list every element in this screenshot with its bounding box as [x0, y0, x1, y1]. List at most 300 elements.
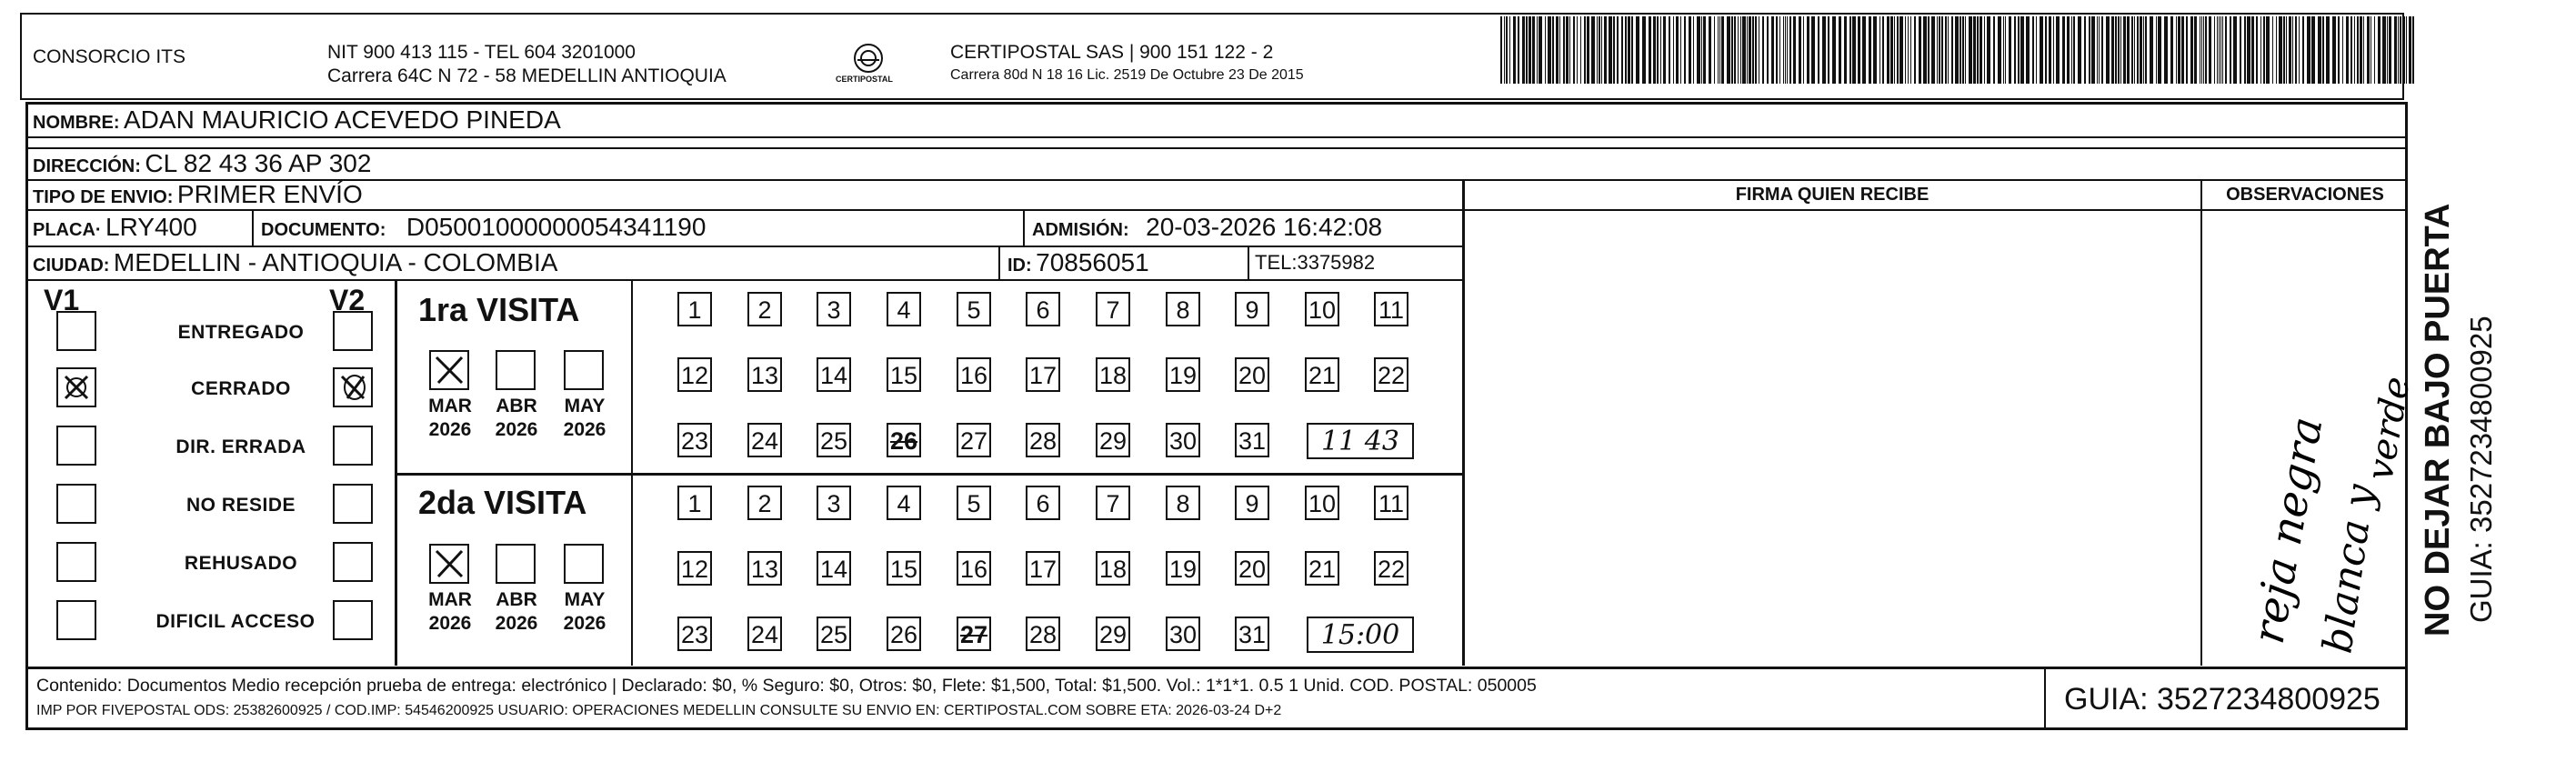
barcode-bar: [1657, 16, 1659, 84]
barcode-bar: [2217, 16, 2218, 84]
admision-field: [1032, 213, 1382, 242]
barcode-bar: [1740, 16, 1741, 84]
barcode-bar: [1965, 16, 1966, 84]
barcode-bar: [1987, 16, 1990, 84]
barcode-bar: [1673, 16, 1674, 84]
day-box[interactable]: 13: [747, 551, 782, 586]
reason-label: DIR. ERRADA: [175, 436, 306, 457]
v1-checkbox[interactable]: [56, 484, 96, 524]
year-label: 2026: [428, 419, 472, 440]
day-box[interactable]: 5: [957, 292, 991, 326]
day-box[interactable]: 6: [1026, 486, 1060, 520]
v1-checkbox[interactable]: [56, 367, 96, 407]
barcode-bar: [2123, 16, 2126, 84]
barcode-bar: [2382, 16, 2386, 84]
footer-guia: GUIA: 3527234800925: [2064, 682, 2381, 717]
month-checkbox[interactable]: [496, 350, 536, 390]
placa-label: PLACA·: [33, 220, 102, 240]
barcode-bar: [2194, 16, 2197, 84]
barcode-bar: [1680, 16, 1681, 84]
barcode-bar: [2164, 16, 2168, 84]
barcode-bar: [2062, 16, 2065, 84]
barcode-bar: [2009, 16, 2011, 84]
barcode-bar: [2412, 16, 2414, 84]
day-box[interactable]: 26: [887, 423, 921, 457]
barcode-bar: [2398, 16, 2399, 84]
day-box[interactable]: 8: [1166, 292, 1200, 326]
barcode-bar: [1734, 16, 1736, 84]
v2-checkbox[interactable]: [333, 367, 373, 407]
barcode-bar: [2374, 16, 2375, 84]
day-box[interactable]: 3: [817, 292, 851, 326]
barcode-bar: [1908, 16, 1909, 84]
barcode-bar: [1969, 16, 1972, 84]
barcode-bar: [1858, 16, 1860, 84]
day-box[interactable]: 19: [1166, 357, 1200, 392]
year-label: 2026: [563, 419, 606, 440]
reason-label: ENTREGADO: [177, 322, 305, 343]
barcode-bar: [2360, 16, 2362, 84]
barcode-bar: [2233, 16, 2237, 84]
barcode-bar: [2005, 16, 2006, 84]
barcode-bar: [1609, 16, 1612, 84]
barcode-bar: [1873, 16, 1877, 84]
barcode-bar: [1621, 16, 1623, 84]
nombre-label: NOMBRE:: [33, 113, 120, 133]
barcode-bar: [2295, 16, 2297, 84]
barcode-bar: [1552, 16, 1554, 84]
day-box[interactable]: 24: [747, 617, 782, 651]
barcode-bar: [1587, 16, 1589, 84]
barcode-bar: [1738, 16, 1739, 84]
barcode-bar: [2279, 16, 2282, 84]
barcode-bar: [1945, 16, 1947, 84]
row-divider: [25, 136, 2408, 138]
admision-value: 20-03-2026 16:42:08: [1146, 213, 1383, 241]
barcode: [1500, 16, 2419, 84]
day-box[interactable]: 11: [1374, 486, 1408, 520]
barcode-bar: [2276, 16, 2277, 84]
footer-imp: IMP POR FIVEPOSTAL ODS: 25382600925 / COD.IMP: 54546200925 USUARIO: OPERACIONES MEDELLIN CONSULTE SU ENVIO EN: CERTIPOSTAL.COM SOBRE ETA: 2026-03-24 D+2: [36, 703, 1282, 718]
barcode-bar: [1767, 16, 1769, 84]
year-label: 2026: [563, 613, 606, 634]
row-divider: [25, 279, 1465, 281]
month-checkbox[interactable]: [564, 544, 604, 584]
observation-line-3: verde: [2359, 373, 2419, 484]
barcode-bar: [2118, 16, 2120, 84]
day-box[interactable]: 1: [677, 292, 712, 326]
barcode-bar: [2263, 16, 2265, 84]
day-box[interactable]: 28: [1026, 423, 1060, 457]
barcode-bar: [2003, 16, 2004, 84]
day-box[interactable]: 2: [747, 292, 782, 326]
barcode-bar: [1914, 16, 1916, 84]
barcode-bar: [1580, 16, 1581, 84]
day-box[interactable]: 30: [1166, 423, 1200, 457]
barcode-bar: [2406, 16, 2407, 84]
month-label: MAR: [428, 396, 472, 416]
day-box[interactable]: 27: [957, 423, 991, 457]
year-label: 2026: [428, 613, 472, 634]
barcode-bar: [1755, 16, 1757, 84]
footer-contenido: Contenido: Documentos Medio recepción prueba de entrega: electrónico | Declarado: $0, % Seguro: $0, Otros: $0, Flete: $1,500, Total: $1,500. Vol.: 1*1*1. 0.5 1 Unid. COD. POSTAL: 050005: [36, 676, 1537, 696]
day-box[interactable]: 9: [1235, 486, 1269, 520]
day-box[interactable]: 4: [887, 292, 921, 326]
barcode-bar: [2131, 16, 2133, 84]
barcode-bar: [2178, 16, 2180, 84]
time-box[interactable]: 15:00: [1307, 617, 1414, 653]
ciudad-row: [33, 248, 557, 277]
month-label: ABR: [496, 589, 537, 610]
day-box[interactable]: 20: [1235, 551, 1269, 586]
barcode-bar: [1599, 16, 1600, 84]
barcode-bar: [1894, 16, 1895, 84]
admision-label: ADMISIÓN:: [1032, 220, 1129, 240]
month-label: MAR: [428, 589, 472, 610]
barcode-bar: [1962, 16, 1964, 84]
barcode-bar: [2170, 16, 2173, 84]
barcode-bar: [1887, 16, 1889, 84]
barcode-bar: [2342, 16, 2343, 84]
barcode-bar: [2387, 16, 2388, 84]
day-box[interactable]: 10: [1305, 486, 1339, 520]
month-checkbox[interactable]: [564, 350, 604, 390]
barcode-bar: [2045, 16, 2047, 84]
barcode-bar: [1941, 16, 1943, 84]
day-box[interactable]: 7: [1096, 292, 1130, 326]
barcode-bar: [2078, 16, 2081, 84]
barcode-bar: [2318, 16, 2321, 84]
barcode-bar: [1762, 16, 1764, 84]
barcode-bar: [2127, 16, 2130, 84]
barcode-bar: [1811, 16, 1815, 84]
divider: [998, 247, 1000, 279]
barcode-bar: [2244, 16, 2246, 84]
reason-label: NO RESIDE: [185, 495, 296, 516]
time-box[interactable]: 11 43: [1307, 423, 1414, 459]
barcode-bar: [1537, 16, 1538, 84]
barcode-bar: [2140, 16, 2142, 84]
day-box[interactable]: 15: [887, 551, 921, 586]
barcode-bar: [2289, 16, 2291, 84]
check-mark-icon: [58, 369, 95, 406]
barcode-bar: [1504, 16, 1505, 84]
placa-row: [33, 213, 197, 242]
barcode-bar: [1559, 16, 1560, 84]
day-box[interactable]: 20: [1235, 357, 1269, 392]
barcode-bar: [2367, 16, 2370, 84]
barcode-bar: [2084, 16, 2086, 84]
month-label: MAY: [564, 396, 606, 416]
day-box[interactable]: 19: [1166, 551, 1200, 586]
barcode-bar: [2256, 16, 2258, 84]
barcode-bar: [2203, 16, 2204, 84]
day-box[interactable]: 29: [1096, 423, 1130, 457]
barcode-bar: [2186, 16, 2188, 84]
barcode-bar: [2040, 16, 2043, 84]
barcode-bar: [1563, 16, 1565, 84]
day-box[interactable]: 16: [957, 551, 991, 586]
barcode-bar: [1660, 16, 1661, 84]
day-box[interactable]: 23: [677, 617, 712, 651]
barcode-bar: [2338, 16, 2340, 84]
barcode-bar: [1839, 16, 1841, 84]
certipostal-line: CERTIPOSTAL SAS | 900 151 122 - 2: [950, 42, 1274, 63]
barcode-bar: [2350, 16, 2352, 84]
ciudad-label: CIUDAD:: [33, 256, 110, 276]
documento-value: D05001000000054341190: [406, 213, 707, 241]
barcode-bar: [1948, 16, 1949, 84]
barcode-bar: [2354, 16, 2355, 84]
day-box[interactable]: 25: [817, 617, 851, 651]
barcode-bar: [1584, 16, 1586, 84]
side-guia: GUIA: 3527234800925: [2464, 316, 2498, 623]
month-label: MAY: [564, 589, 606, 610]
day-box[interactable]: 10: [1305, 292, 1339, 326]
barcode-bar: [1649, 16, 1651, 84]
v2-checkbox[interactable]: [333, 484, 373, 524]
observation-line-1: reja negra: [2242, 413, 2333, 648]
barcode-bar: [1714, 16, 1715, 84]
barcode-bar: [1518, 16, 1519, 84]
certipostal-address: Carrera 80d N 18 16 Lic. 2519 De Octubre 23 De 2015: [950, 67, 1304, 83]
barcode-bar: [1993, 16, 1995, 84]
v2-checkbox[interactable]: [333, 311, 373, 351]
barcode-bar: [2111, 16, 2114, 84]
barcode-bar: [1852, 16, 1856, 84]
day-box[interactable]: 18: [1096, 551, 1130, 586]
barcode-bar: [1742, 16, 1746, 84]
day-box[interactable]: 6: [1026, 292, 1060, 326]
barcode-bar: [2247, 16, 2250, 84]
nombre-value: ADAN MAURICIO ACEVEDO PINEDA: [124, 105, 561, 134]
year-label: 2026: [495, 613, 538, 634]
barcode-bar: [2101, 16, 2103, 84]
barcode-bar: [1526, 16, 1528, 84]
barcode-bar: [1785, 16, 1786, 84]
barcode-bar: [1980, 16, 1982, 84]
barcode-bar: [2311, 16, 2315, 84]
divider: [1023, 211, 1025, 246]
tipo-value: PRIMER ENVÍO: [176, 180, 363, 208]
direccion-row: [33, 149, 371, 178]
observation-handwriting: [2205, 218, 2419, 664]
barcode-bar: [2332, 16, 2336, 84]
day-box[interactable]: 21: [1305, 357, 1339, 392]
nombre-row: [33, 105, 561, 135]
day-box[interactable]: 31: [1235, 423, 1269, 457]
barcode-bar: [1905, 16, 1906, 84]
month-label: ABR: [496, 396, 537, 416]
barcode-bar: [1566, 16, 1569, 84]
v1-checkbox[interactable]: [56, 311, 96, 351]
barcode-bar: [1509, 16, 1510, 84]
barcode-bar: [1984, 16, 1985, 84]
month-checkbox[interactable]: [429, 544, 469, 584]
barcode-bar: [1731, 16, 1733, 84]
day-box[interactable]: 12: [677, 551, 712, 586]
v1-checkbox[interactable]: [56, 426, 96, 466]
id-field: [1007, 248, 1149, 277]
v2-checkbox[interactable]: [333, 426, 373, 466]
logo-text: CERTIPOSTAL: [836, 75, 893, 84]
barcode-bar: [1532, 16, 1535, 84]
day-box[interactable]: 27: [957, 617, 991, 651]
day-box[interactable]: 8: [1166, 486, 1200, 520]
day-box[interactable]: 14: [817, 357, 851, 392]
day-box[interactable]: 29: [1096, 617, 1130, 651]
barcode-bar: [1721, 16, 1724, 84]
day-box[interactable]: 22: [1374, 357, 1408, 392]
month-checkbox[interactable]: [429, 350, 469, 390]
v1-checkbox[interactable]: [56, 600, 96, 640]
barcode-bar: [1869, 16, 1871, 84]
barcode-bar: [1684, 16, 1686, 84]
barcode-bar: [1771, 16, 1774, 84]
day-box[interactable]: 31: [1235, 617, 1269, 651]
observation-line-2: blanca y: [2314, 481, 2384, 657]
v2-label: V2: [329, 284, 366, 316]
day-box[interactable]: 14: [817, 551, 851, 586]
reason-label: CERRADO: [191, 378, 291, 399]
divider: [1462, 179, 2408, 181]
nit-line: NIT 900 413 115 - TEL 604 3201000: [327, 42, 636, 63]
tipo-label: TIPO DE ENVIO:: [33, 187, 174, 207]
barcode-bar: [2357, 16, 2359, 84]
barcode-bar: [1676, 16, 1679, 84]
month-checkbox[interactable]: [496, 544, 536, 584]
barcode-bar: [1931, 16, 1935, 84]
barcode-bar: [1783, 16, 1784, 84]
day-box[interactable]: 16: [957, 357, 991, 392]
barcode-bar: [1631, 16, 1633, 84]
barcode-bar: [1628, 16, 1630, 84]
day-box[interactable]: 21: [1305, 551, 1339, 586]
day-box[interactable]: 3: [817, 486, 851, 520]
day-box[interactable]: 28: [1026, 617, 1060, 651]
barcode-bar: [2020, 16, 2024, 84]
barcode-bar: [2389, 16, 2391, 84]
barcode-bar: [1879, 16, 1880, 84]
barcode-bar: [2201, 16, 2202, 84]
certipostal-logo-icon: [832, 40, 905, 96]
barcode-bar: [1960, 16, 1961, 84]
barcode-bar: [1747, 16, 1748, 84]
day-box[interactable]: 1: [677, 486, 712, 520]
barcode-bar: [2143, 16, 2144, 84]
barcode-bar: [1910, 16, 1911, 84]
barcode-bar: [2214, 16, 2215, 84]
divider: [1462, 209, 2408, 211]
barcode-bar: [1844, 16, 1847, 84]
barcode-bar: [2018, 16, 2020, 84]
barcode-bar: [2220, 16, 2221, 84]
day-box[interactable]: 30: [1166, 617, 1200, 651]
v1-checkbox[interactable]: [56, 542, 96, 582]
day-box[interactable]: 9: [1235, 292, 1269, 326]
barcode-bar: [2134, 16, 2135, 84]
barcode-bar: [2071, 16, 2072, 84]
barcode-bar: [1663, 16, 1666, 84]
barcode-bar: [2363, 16, 2364, 84]
ciudad-value: MEDELLIN - ANTIOQUIA - COLOMBIA: [113, 248, 558, 276]
barcode-bar: [1513, 16, 1516, 84]
day-box[interactable]: 17: [1026, 551, 1060, 586]
barcode-bar: [2181, 16, 2184, 84]
barcode-bar: [1601, 16, 1602, 84]
v2-checkbox[interactable]: [333, 600, 373, 640]
day-box[interactable]: 15: [887, 357, 921, 392]
id-value: 70856051: [1036, 248, 1149, 276]
day-box[interactable]: 22: [1374, 551, 1408, 586]
day-box[interactable]: 25: [817, 423, 851, 457]
barcode-bar: [2404, 16, 2405, 84]
day-box[interactable]: 26: [887, 617, 921, 651]
day-box[interactable]: 7: [1096, 486, 1130, 520]
barcode-bar: [1951, 16, 1953, 84]
barcode-bar: [2156, 16, 2157, 84]
barcode-bar: [1939, 16, 1940, 84]
id-label: ID:: [1007, 256, 1032, 276]
barcode-bar: [2251, 16, 2254, 84]
day-box[interactable]: 2: [747, 486, 782, 520]
barcode-bar: [1890, 16, 1893, 84]
barcode-bar: [1828, 16, 1829, 84]
barcode-bar: [2026, 16, 2030, 84]
barcode-bar: [2400, 16, 2401, 84]
v2-checkbox[interactable]: [333, 542, 373, 582]
barcode-bar: [1955, 16, 1959, 84]
divider: [1248, 247, 1249, 279]
barcode-bar: [1642, 16, 1646, 84]
barcode-bar: [2260, 16, 2261, 84]
day-box[interactable]: 4: [887, 486, 921, 520]
signature-area[interactable]: [1466, 212, 2199, 667]
barcode-bar: [2120, 16, 2121, 84]
firma-label: FIRMA QUIEN RECIBE: [1735, 185, 1929, 205]
barcode-bar: [2106, 16, 2110, 84]
barcode-bar: [2145, 16, 2147, 84]
day-box[interactable]: 24: [747, 423, 782, 457]
day-box[interactable]: 23: [677, 423, 712, 457]
barcode-bar: [1693, 16, 1694, 84]
check-mark-icon: [431, 546, 467, 582]
barcode-bar: [2302, 16, 2304, 84]
check-mark-icon: [335, 369, 371, 406]
barcode-bar: [2158, 16, 2161, 84]
company-name: CONSORCIO ITS: [33, 46, 186, 67]
day-box[interactable]: 13: [747, 357, 782, 392]
day-box[interactable]: 18: [1096, 357, 1130, 392]
day-box[interactable]: 12: [677, 357, 712, 392]
barcode-bar: [2292, 16, 2293, 84]
barcode-bar: [2014, 16, 2016, 84]
day-box[interactable]: 11: [1374, 292, 1408, 326]
day-box[interactable]: 5: [957, 486, 991, 520]
barcode-bar: [2032, 16, 2034, 84]
barcode-bar: [1701, 16, 1702, 84]
tel-label: TEL:: [1255, 251, 1298, 274]
barcode-bar: [2272, 16, 2273, 84]
second-visit-label: 2da VISITA: [418, 484, 587, 521]
barcode-bar: [2099, 16, 2100, 84]
barcode-bar: [1653, 16, 1656, 84]
reason-label: DIFICIL ACCESO: [155, 611, 316, 632]
tel-field: [1255, 251, 1375, 275]
barcode-bar: [1749, 16, 1751, 84]
barcode-bar: [1709, 16, 1711, 84]
day-box[interactable]: 17: [1026, 357, 1060, 392]
